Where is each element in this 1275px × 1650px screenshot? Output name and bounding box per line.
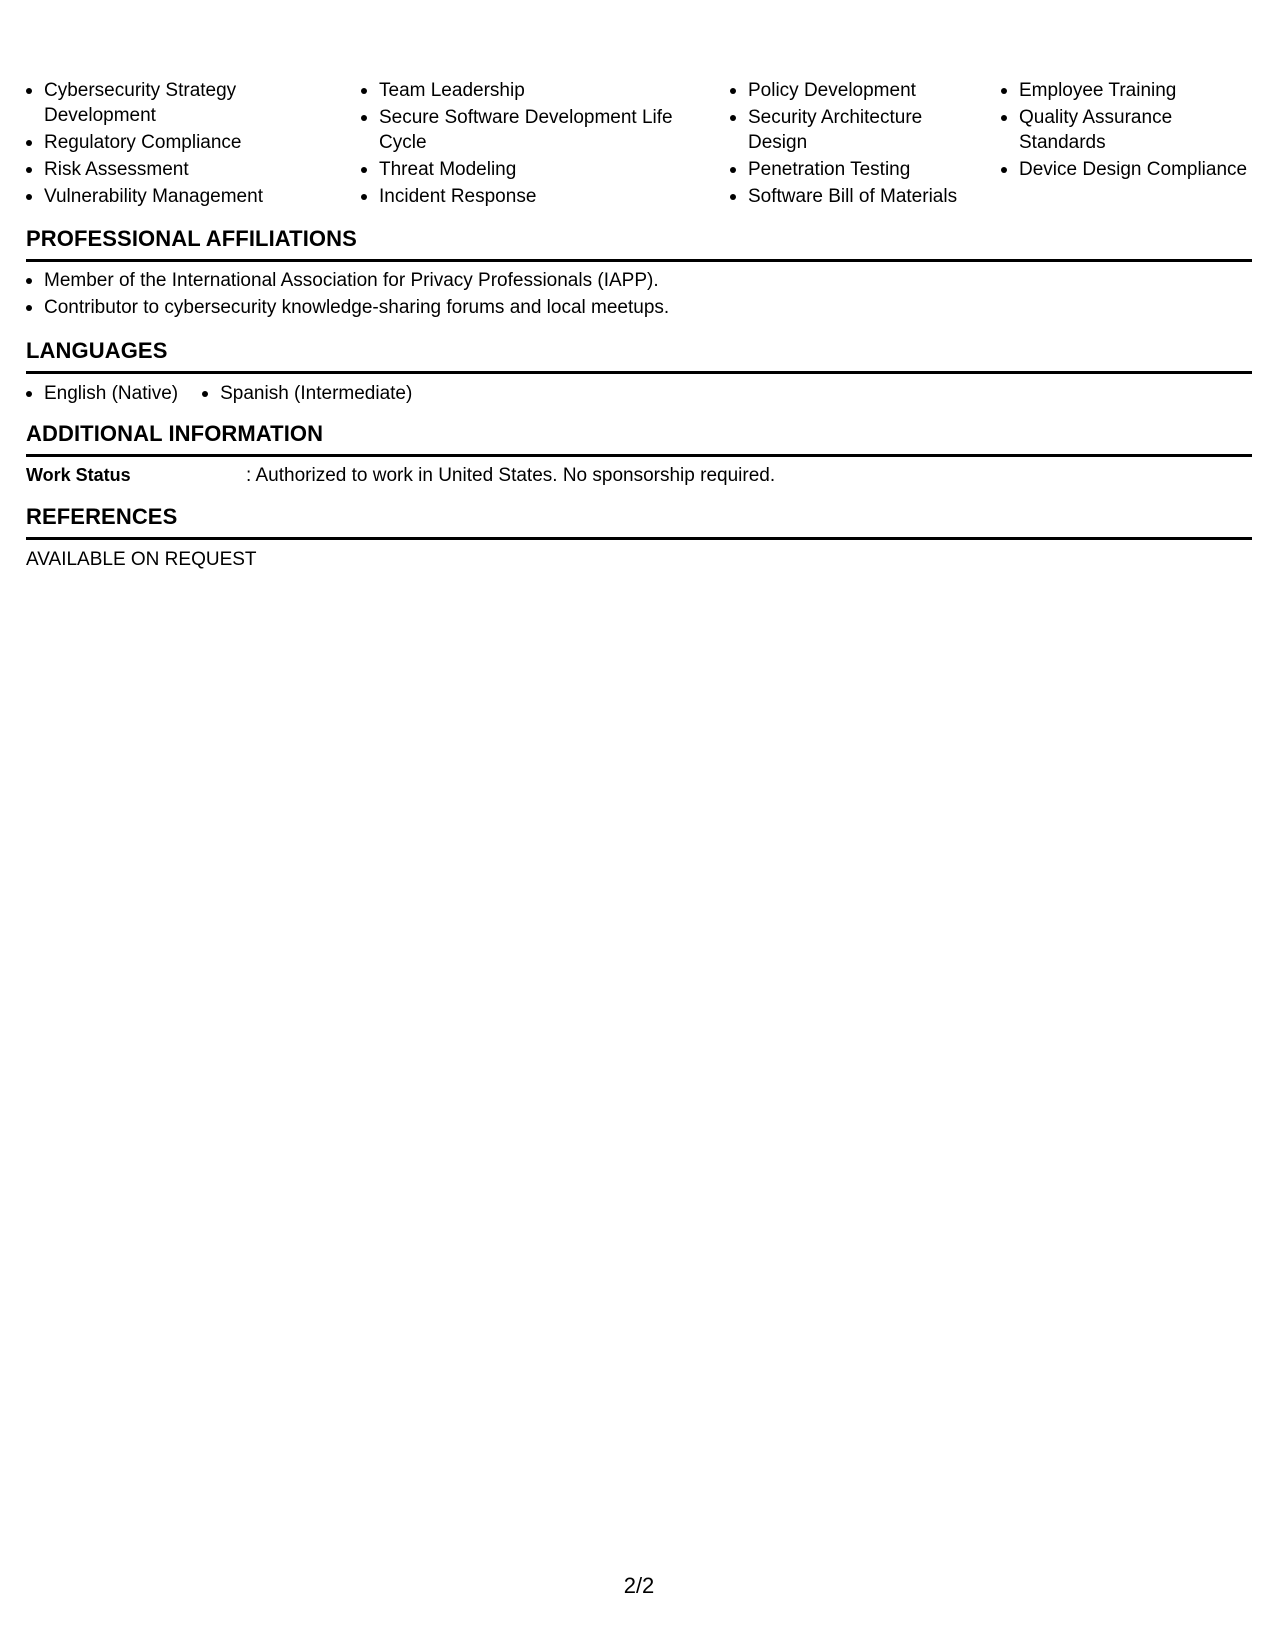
bullet-icon	[730, 115, 736, 121]
skills-column-4	[1001, 78, 1256, 184]
skill-item: Risk Assessment	[26, 157, 326, 182]
bullet-icon	[730, 167, 736, 173]
skill-item: Penetration Testing	[730, 157, 970, 182]
bullet-icon	[26, 305, 32, 311]
bullet-icon	[1001, 88, 1007, 94]
references-text: AVAILABLE ON REQUEST	[26, 549, 257, 570]
bullet-icon	[202, 391, 208, 397]
list-item: Member of the International Association for Privacy Professionals (IAPP).	[26, 268, 669, 293]
bullet-icon	[26, 278, 32, 284]
bullet-icon	[730, 88, 736, 94]
work-status-value: : Authorized to work in United States. No sponsorship required.	[246, 465, 776, 486]
section-title-additional-information: ADDITIONAL INFORMATION	[26, 420, 1252, 457]
skills-column-3	[730, 78, 970, 211]
skill-item: Employee Training	[1001, 78, 1256, 103]
list-item: Contributor to cybersecurity knowledge-sharing forums and local meetups.	[26, 295, 669, 320]
bullet-icon	[361, 167, 367, 173]
skills-column-1	[26, 78, 326, 211]
bullet-icon	[730, 194, 736, 200]
skill-item: Security Architecture Design	[730, 105, 970, 155]
section-title-languages: LANGUAGES	[26, 337, 1252, 374]
section-title-references: REFERENCES	[26, 503, 1252, 540]
bullet-icon	[361, 115, 367, 121]
skill-item: Threat Modeling	[361, 157, 681, 182]
skill-item: Policy Development	[730, 78, 970, 103]
skill-item: Quality Assurance Standards	[1001, 105, 1256, 155]
bullet-icon	[361, 194, 367, 200]
bullet-icon	[361, 88, 367, 94]
skill-item: Secure Software Development Life Cycle	[361, 105, 681, 155]
languages-list	[26, 381, 436, 406]
bullet-icon	[26, 140, 32, 146]
skill-item: Cybersecurity Strategy Development	[26, 78, 326, 128]
skill-item: Incident Response	[361, 184, 681, 209]
bullet-icon	[26, 194, 32, 200]
bullet-icon	[1001, 115, 1007, 121]
work-status-label: Work Status	[26, 465, 131, 485]
resume-page	[26, 0, 1252, 1650]
bullet-icon	[26, 391, 32, 397]
list-item: Spanish (Intermediate)	[202, 381, 412, 406]
list-item: English (Native)	[26, 381, 178, 406]
section-title-affiliations: PROFESSIONAL AFFILIATIONS	[26, 225, 1252, 262]
bullet-icon	[1001, 167, 1007, 173]
affiliations-list	[26, 268, 669, 322]
skill-item: Regulatory Compliance	[26, 130, 326, 155]
skill-item: Team Leadership	[361, 78, 681, 103]
skill-item: Software Bill of Materials	[730, 184, 970, 209]
page-number: 2/2	[623, 1573, 655, 1598]
skills-grid	[26, 78, 1252, 218]
bullet-icon	[26, 88, 32, 94]
skills-column-2	[361, 78, 681, 211]
skill-item: Device Design Compliance	[1001, 157, 1256, 182]
bullet-icon	[26, 167, 32, 173]
skill-item: Vulnerability Management	[26, 184, 326, 209]
